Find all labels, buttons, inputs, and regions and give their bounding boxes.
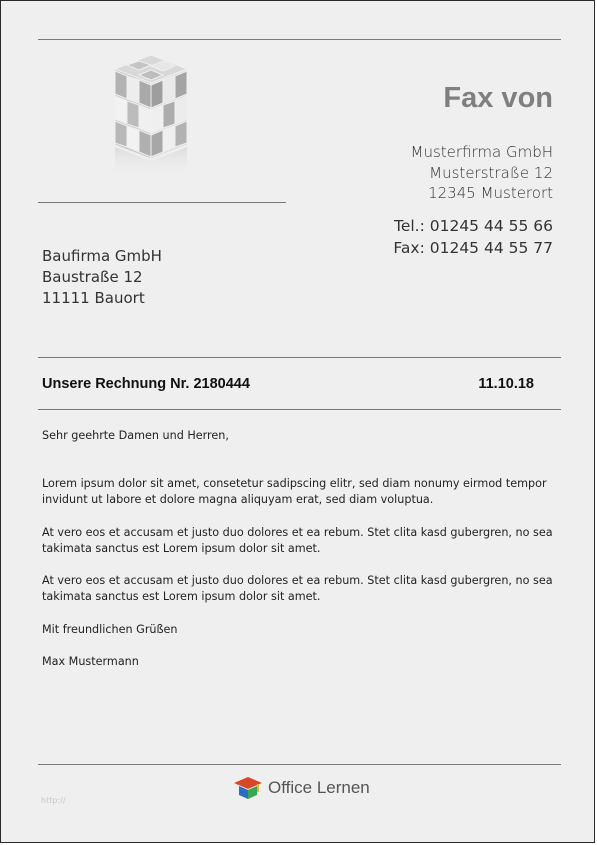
page-title: Fax von bbox=[443, 82, 553, 114]
subject-top-rule bbox=[38, 357, 561, 358]
sender-fax: Fax: 01245 44 55 77 bbox=[393, 238, 553, 257]
watermark-text: http:// bbox=[41, 796, 66, 805]
paragraph: At vero eos et accusam et justo duo dolores et ea rebum. Stet clita kasd gubergren, no sea takimata sanctus est Lorem ipsum dolor sit amet. bbox=[42, 526, 553, 555]
recipient-address bbox=[42, 246, 162, 309]
sender-contact bbox=[393, 216, 553, 259]
top-rule bbox=[38, 39, 561, 40]
recipient-street: Baustraße 12 bbox=[42, 268, 143, 286]
recipient-company: Baufirma GmbH bbox=[42, 247, 162, 265]
sender-address bbox=[411, 142, 554, 204]
closing: Mit freundlichen Grüßen bbox=[42, 623, 178, 636]
paragraph: At vero eos et accusam et justo duo dolores et ea rebum. Stet clita kasd gubergren, no sea takimata sanctus est Lorem ipsum dolor sit amet. bbox=[42, 574, 553, 603]
footer-logo bbox=[233, 776, 370, 800]
sender-city: 12345 Musterort bbox=[428, 184, 553, 202]
sender-street: Musterstraße 12 bbox=[429, 163, 553, 182]
salutation: Sehr geehrte Damen und Herren, bbox=[42, 429, 229, 442]
signature: Max Mustermann bbox=[42, 655, 139, 668]
graduation-cap-icon bbox=[233, 776, 263, 800]
logo-rule bbox=[38, 202, 286, 203]
subject-bottom-rule bbox=[38, 409, 561, 410]
brand-name: Office Lernen bbox=[268, 778, 370, 797]
cube-graphic bbox=[101, 51, 201, 181]
recipient-city: 11111 Bauort bbox=[42, 289, 145, 307]
letter-date: 11.10.18 bbox=[478, 376, 534, 392]
sender-phone: Tel.: 01245 44 55 66 bbox=[393, 217, 553, 235]
sender-company: Musterfirma GmbH bbox=[410, 143, 553, 161]
subject-line: Unsere Rechnung Nr. 2180444 bbox=[42, 376, 250, 392]
paragraph: Lorem ipsum dolor sit amet, consetetur sadipscing elitr, sed diam nonumy eirmod tempor invidunt ut labore et dolore magna aliquyam erat, sed diam voluptua. bbox=[42, 477, 547, 506]
footer-rule bbox=[38, 764, 561, 765]
